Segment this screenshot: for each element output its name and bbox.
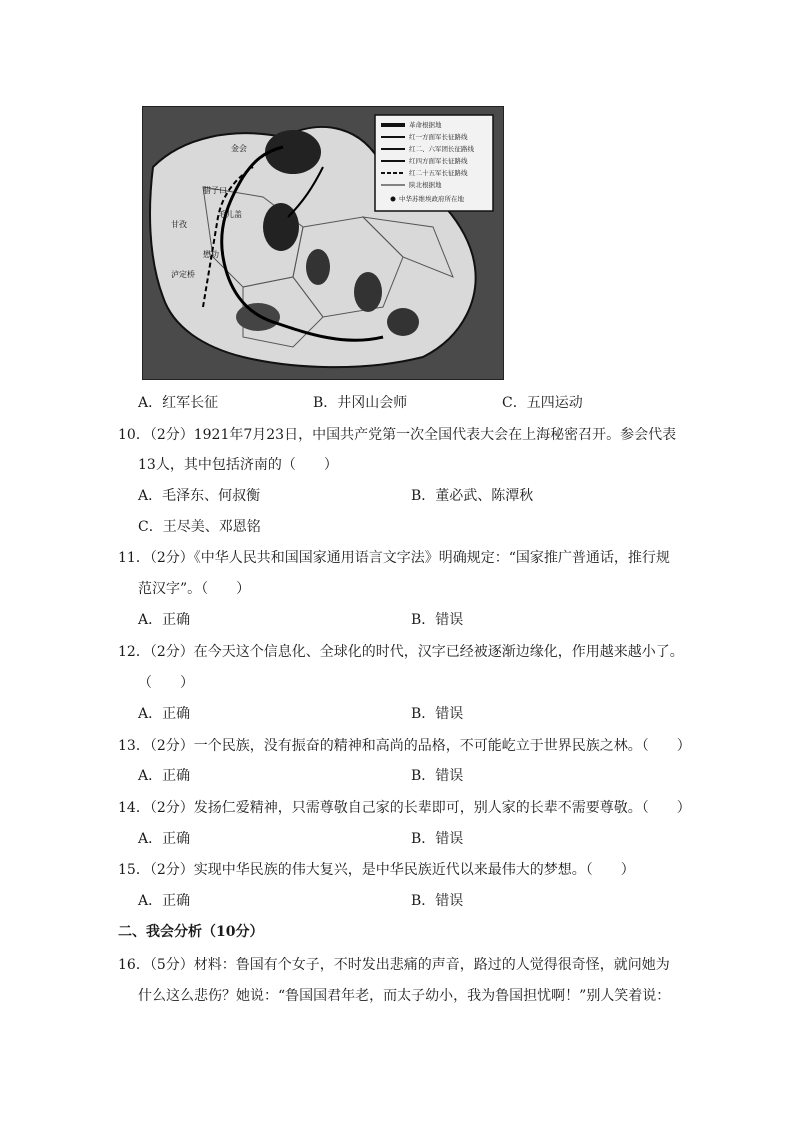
map-legend-0: 革命根据地 — [409, 121, 442, 129]
map-label-2: 毛儿盖 — [218, 210, 242, 219]
map-label-0: 金会 — [231, 144, 247, 153]
q11-option-b[interactable]: B．错误 — [411, 612, 464, 628]
q9-option-b[interactable]: B．井冈山会师 — [313, 395, 408, 411]
q11-option-a[interactable]: A．正确 — [138, 612, 191, 628]
q15-text-line-1: 15．（2分）实现中华民族的伟大复兴，是中华民族近代以来最伟大的梦想。（ ） — [118, 862, 635, 878]
q14-option-b[interactable]: B．错误 — [411, 831, 464, 847]
q13-option-a[interactable]: A．正确 — [138, 768, 191, 784]
map-legend-5: 陕北根据地 — [409, 181, 442, 189]
q10-text-line-1: 10．（2分）1921年7月23日，中国共产党第一次全国代表大会在上海秘密召开。参会代表 — [118, 427, 677, 443]
q10-option-b[interactable]: B．董必武、陈潭秋 — [411, 488, 534, 504]
map-legend-4: 红二十五军长征路线 — [409, 169, 468, 177]
q12-text-line-2: （ ） — [138, 675, 194, 691]
q10-option-a[interactable]: A．毛泽东、何叔衡 — [138, 488, 261, 504]
long-march-map-image — [142, 106, 504, 380]
section-2-title: 二、我会分析（10分） — [118, 924, 264, 940]
q12-text-line-1: 12．（2分）在今天这个信息化、全球化的时代，汉字已经被逐渐边缘化，作用越来越小了。 — [118, 644, 684, 660]
q16-text-line-1: 16．（5分）材料：鲁国有个女子，不时发出悲痛的声音，路过的人觉得很奇怪，就问她为 — [118, 957, 670, 973]
q15-option-a[interactable]: A．正确 — [138, 893, 191, 909]
map-label-4: 泸定桥 — [171, 270, 195, 279]
q14-text-line-1: 14．（2分）发扬仁爱精神，只需尊敬自己家的长辈即可，别人家的长辈不需要尊敬。（ ） — [118, 800, 691, 816]
q9-option-a[interactable]: A．红军长征 — [138, 395, 219, 411]
q13-text-line-1: 13．（2分）一个民族，没有振奋的精神和高尚的品格，不可能屹立于世界民族之林。（ ） — [118, 738, 691, 754]
map-label-3: 甘孜 — [171, 220, 187, 229]
map-graphic — [143, 107, 503, 379]
q11-text-line-1: 11．（2分）《中华人民共和国国家通用语言文字法》明确规定：“国家推广普通话，推行规 — [118, 550, 670, 566]
q15-option-b[interactable]: B．错误 — [411, 893, 464, 909]
map-legend-3: 红四方面军长征路线 — [409, 157, 468, 165]
q10-option-c[interactable]: C．王尽美、邓恩铭 — [138, 519, 261, 535]
q16-text-line-2: 什么这么悲伤？她说：“鲁国国君年老，而太子幼小，我为鲁国担忧啊！”别人笑着说： — [138, 988, 671, 1004]
map-legend-1: 红一方面军长征路线 — [409, 133, 468, 141]
map-label-1: 腊子口 — [203, 186, 227, 195]
q12-option-b[interactable]: B．错误 — [411, 706, 464, 722]
q14-option-a[interactable]: A．正确 — [138, 831, 191, 847]
q9-option-c[interactable]: C．五四运动 — [502, 395, 583, 411]
map-label-5: 懋功 — [203, 250, 219, 259]
map-legend-6: 中华苏维埃政府所在地 — [399, 195, 464, 203]
map-legend-2: 红二、六军团长征路线 — [409, 145, 474, 153]
q13-option-b[interactable]: B．错误 — [411, 768, 464, 784]
q12-option-a[interactable]: A．正确 — [138, 706, 191, 722]
q10-text-line-2: 13人，其中包括济南的（ ） — [138, 457, 338, 473]
q11-text-line-2: 范汉字”。（ ） — [138, 581, 251, 597]
